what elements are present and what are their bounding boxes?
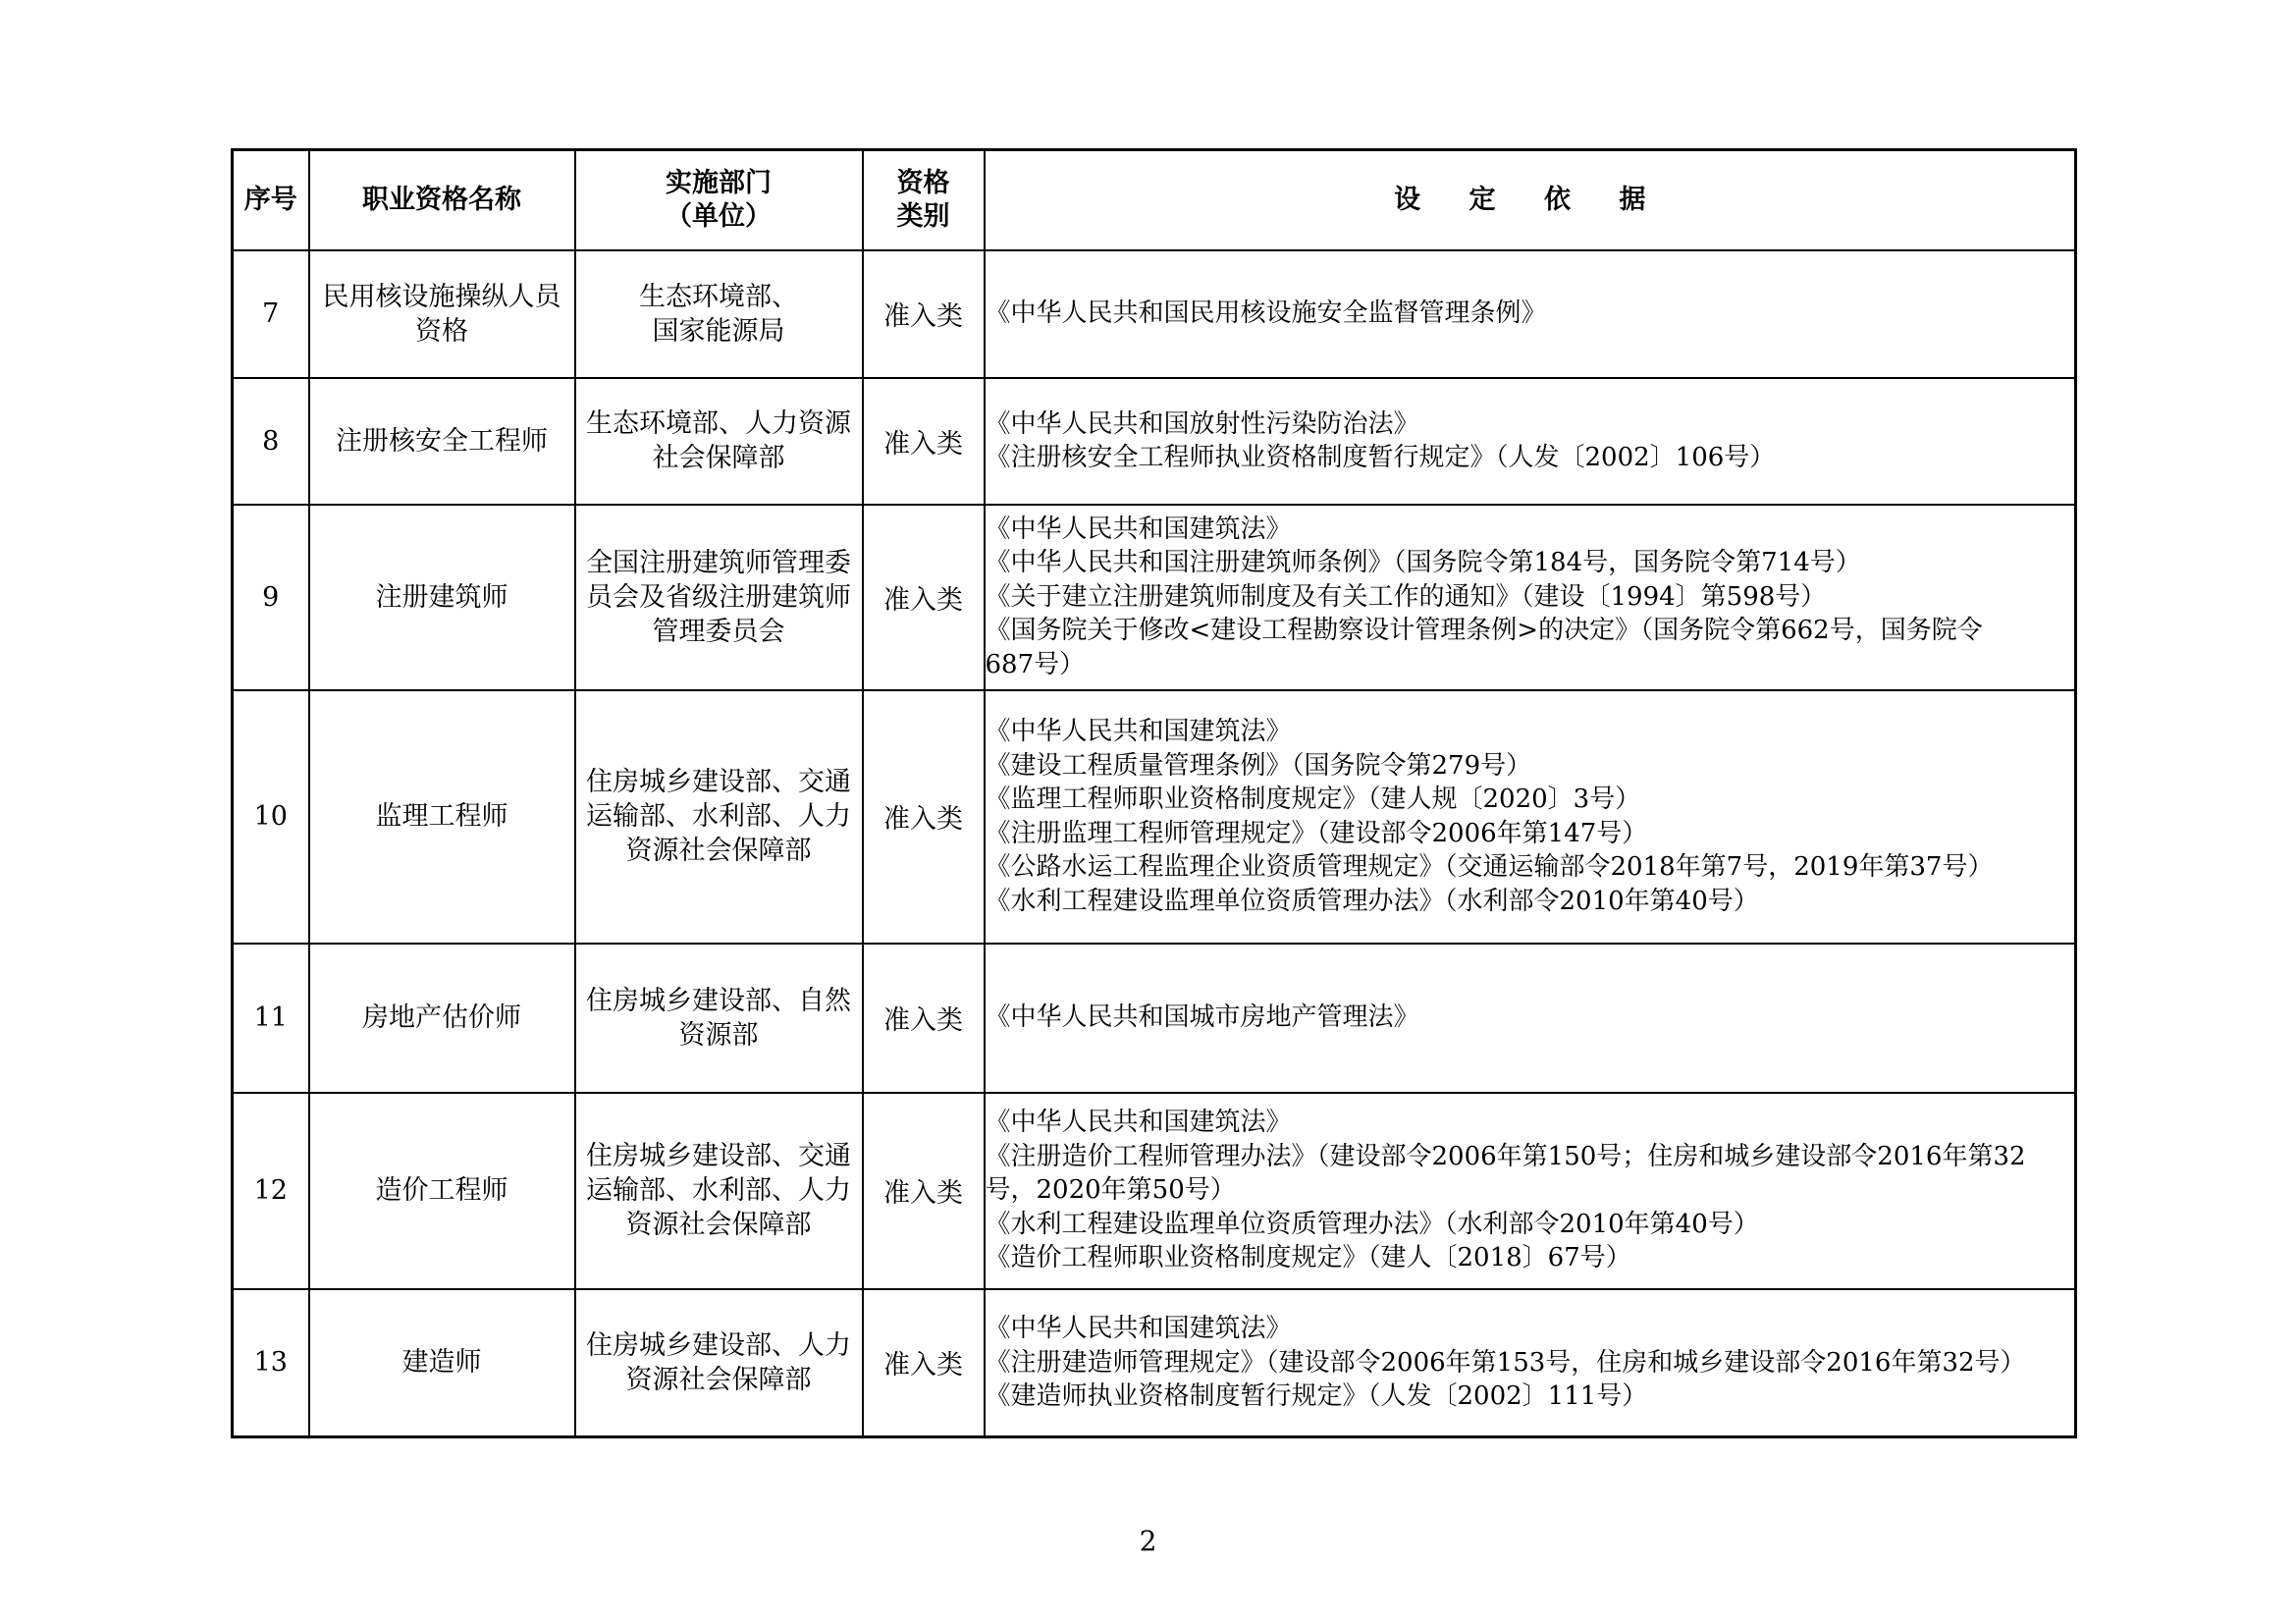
row-number-cell: 11 [233, 944, 309, 1093]
basis-line: 号，2020年第50号） [985, 1175, 1236, 1206]
qualification-type-cell: 准入类 [863, 690, 985, 944]
basis-line: 《中华人民共和国放射性污染防治法》 [985, 408, 1419, 439]
basis-line: 《中华人民共和国民用核设施安全监督管理条例》 [985, 298, 1547, 329]
basis-line: 《中华人民共和国建筑法》 [985, 1108, 1292, 1138]
header-dept-line1: 实施部门 [666, 167, 772, 198]
basis-line: 《中华人民共和国注册建筑师条例》（国务院令第184号，国务院令第714号） [985, 548, 1861, 578]
basis-line: 《注册监理工程师管理规定》（建设部令2006年第147号） [985, 818, 1648, 848]
basis-line: 《注册核安全工程师执业资格制度暂行规定》（人发〔2002〕106号） [985, 443, 1776, 472]
table-row [233, 505, 2076, 690]
basis-line: 《水利工程建设监理单位资质管理办法》（水利部令2010年第40号） [985, 886, 1759, 916]
basis-line: 《注册建造师管理规定》（建设部令2006年第153号，住房和城乡建设部令2016年第32号） [985, 1347, 2026, 1378]
department-cell: 住房城乡建设部、交通运输部、水利部、人力资源社会保障部 [575, 690, 863, 944]
basis-cell [985, 944, 2076, 1093]
basis-line: 《关于建立注册建筑师制度及有关工作的通知》（建设〔1994〕第598号） [985, 581, 1827, 612]
header-dept [575, 150, 863, 250]
table-body [233, 250, 2076, 1437]
qualification-name-cell: 房地产估价师 [309, 944, 575, 1093]
basis-line: 《水利工程建设监理单位资质管理办法》（水利部令2010年第40号） [985, 1209, 1759, 1239]
table-header-row [233, 150, 2076, 250]
basis-cell [985, 1289, 2076, 1437]
header-type [863, 150, 985, 250]
basis-cell [985, 505, 2076, 690]
qualification-name-cell: 注册核安全工程师 [309, 378, 575, 505]
header-type-line1: 资格 [896, 167, 950, 198]
table-row [233, 250, 2076, 378]
qualification-type-cell: 准入类 [863, 1093, 985, 1289]
basis-cell [985, 1093, 2076, 1289]
basis-line: 《中华人民共和国建筑法》 [985, 717, 1292, 746]
qualification-name-cell: 民用核设施操纵人员资格 [309, 250, 575, 378]
basis-line: 《中华人民共和国建筑法》 [985, 1314, 1292, 1343]
qualification-name-cell: 建造师 [309, 1289, 575, 1437]
basis-line: 《造价工程师职业资格制度规定》（建人〔2018〕67号） [985, 1243, 1631, 1273]
qualification-name-cell: 造价工程师 [309, 1093, 575, 1289]
qualification-type-cell: 准入类 [863, 505, 985, 690]
basis-line: 《注册造价工程师管理办法》（建设部令2006年第150号；住房和城乡建设部令2016年第32 [985, 1141, 2026, 1171]
table-row [233, 1289, 2076, 1437]
header-type-line2: 类别 [896, 200, 950, 232]
basis-line: 《监理工程师职业资格制度规定》（建人规〔2020〕3号） [985, 785, 1641, 814]
qualification-type-cell: 准入类 [863, 378, 985, 505]
basis-line: 《建设工程质量管理条例》（国务院令第279号） [985, 750, 1532, 781]
table-row [233, 378, 2076, 505]
row-number-cell: 12 [233, 1093, 309, 1289]
basis-line: 687号） [985, 649, 1086, 679]
row-number-cell: 10 [233, 690, 309, 944]
qualification-type-cell: 准入类 [863, 1289, 985, 1437]
department-line: 国家能源局 [652, 315, 785, 347]
table-row [233, 690, 2076, 944]
row-number-cell: 7 [233, 250, 309, 378]
basis-cell [985, 690, 2076, 944]
row-number-cell: 13 [233, 1289, 309, 1437]
basis-cell [985, 378, 2076, 505]
table-row [233, 944, 2076, 1093]
qualification-name-cell: 注册建筑师 [309, 505, 575, 690]
qualification-table [231, 148, 2077, 1438]
header-no [233, 150, 309, 250]
header-name [309, 150, 575, 250]
page-number: 2 [1139, 1525, 1157, 1557]
basis-line: 《建造师执业资格制度暂行规定》（人发〔2002〕111号） [985, 1381, 1648, 1411]
basis-line: 《中华人民共和国建筑法》 [985, 514, 1292, 544]
header-dept-line2: （单位） [666, 200, 772, 232]
row-number-cell: 9 [233, 505, 309, 690]
department-cell: 住房城乡建设部、人力资源社会保障部 [575, 1289, 863, 1437]
table-row [233, 1093, 2076, 1289]
qualification-type-cell: 准入类 [863, 944, 985, 1093]
qualification-name-cell: 监理工程师 [309, 690, 575, 944]
department-cell [575, 250, 863, 378]
department-cell: 住房城乡建设部、自然资源部 [575, 944, 863, 1093]
department-cell: 全国注册建筑师管理委员会及省级注册建筑师管理委员会 [575, 505, 863, 690]
basis-line: 《公路水运工程监理企业资质管理规定》（交通运输部令2018年第7号，2019年第37号） [985, 852, 1994, 882]
header-basis [985, 150, 2076, 250]
basis-line: 《国务院关于修改<建设工程勘察设计管理条例>的决定》（国务院令第662号，国务院令 [985, 616, 1983, 646]
qualification-type-cell: 准入类 [863, 250, 985, 378]
header-name-text: 职业资格名称 [362, 184, 521, 215]
department-cell: 生态环境部、人力资源社会保障部 [575, 378, 863, 505]
row-number-cell: 8 [233, 378, 309, 505]
department-cell: 住房城乡建设部、交通运输部、水利部、人力资源社会保障部 [575, 1093, 863, 1289]
header-basis-text: 设 定 依 据 [1394, 184, 1666, 215]
department-line: 生态环境部、 [639, 281, 798, 312]
basis-line: 《中华人民共和国城市房地产管理法》 [985, 1002, 1419, 1033]
header-no-text: 序号 [243, 184, 297, 215]
basis-cell [985, 250, 2076, 378]
